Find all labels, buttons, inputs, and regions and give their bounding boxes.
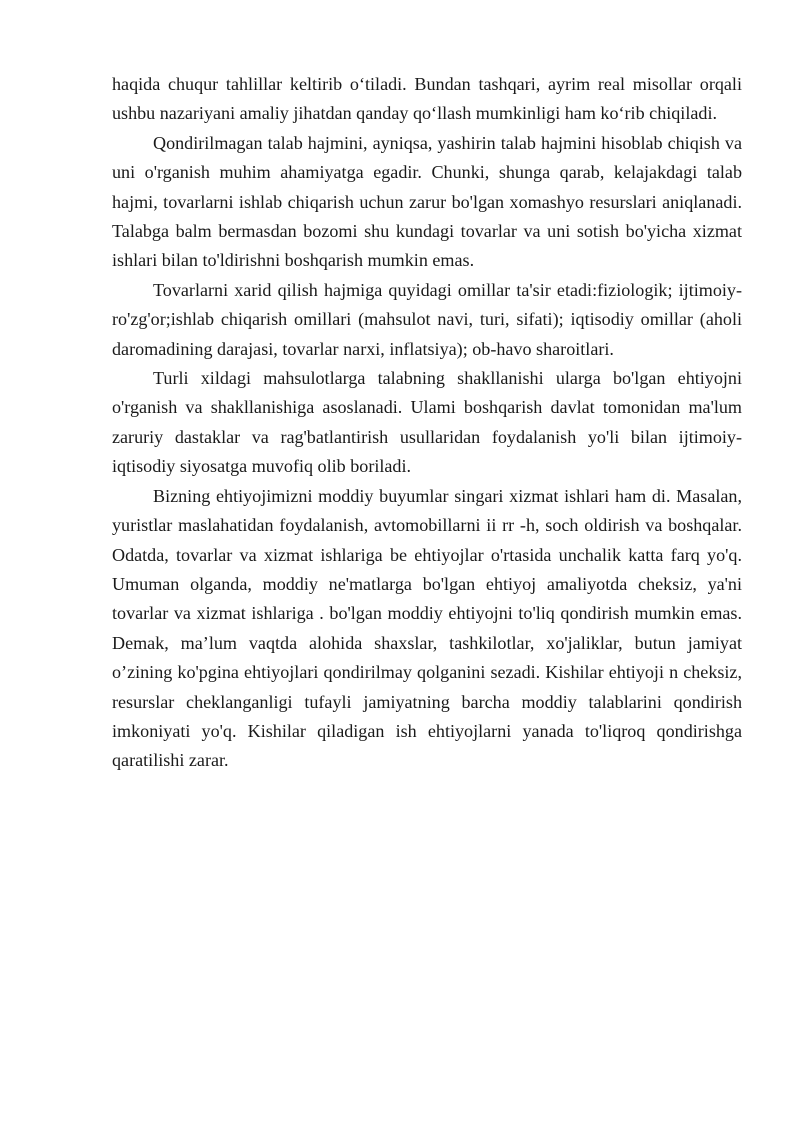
paragraph-5: Bizning ehtiyojimizni moddiy buyumlar singari xizmat ishlari ham di. Masalan, yuristlar maslahatidan foydalanish, avtomobillarni ii rr -h, soch oldirish va boshqalar. Odatda, tovarlar va xizmat ishlariga be ehtiyojlar o'rtasida unchalik katta farq yo'q. Umuman olganda, moddiy ne'matlarga bo'lgan ehtiyoj amaliyotda cheksiz, ya'ni tovarlar va xizmat ishlariga . bo'lgan moddiy ehtiyojni to'liq qondirish mumkin emas. Demak, ma’lum vaqtda alohida shaxslar, tashkilotlar, xo'jaliklar, butun jamiyat o’zining ko'pgina ehtiyojlari qondirilmay qolganini sezadi. Kishilar ehtiyoji n cheksiz, resurslar cheklanganligi tufayli jamiyatning barcha moddiy talablarini qondirish imkoniyati yo'q. Kishilar qiladigan ish ehtiyojlarni yanada to'liqroq qondirishga qaratilishi zarar.	[112, 485, 742, 771]
paragraph-4: Turli xildagi mahsulotlarga talabning shakllanishi ularga bo'lgan ehtiyojni o'rganish va shakllanishiga asoslanadi. Ulami boshqarish davlat tomonidan ma'lum zaruriy dastaklar va rag'batlantirish usullaridan foydalanish yo'li bilan ijtimoiy-iqtisodiy siyosatga muvofiq olib boriladi.	[112, 368, 742, 477]
paragraph-2: Qondirilmagan talab hajmini, ayniqsa, yashirin talab hajmini hisoblab chiqish va uni o'rganish muhim ahamiyatga egadir. Chunki, shunga qarab, kelajakdagi talab hajmi, tovarlarni ishlab chiqarish uchun zarur bo'lgan xomashyo resurslari aniqlanadi. Talabga balm bermasdan bozomi shu kundagi tovarlar va uni sotish bo'yicha xizmat ishlari bilan to'ldirishni boshqarish mumkin emas.	[112, 132, 742, 271]
paragraph-1: haqida chuqur tahlillar keltirib o‘tiladi. Bundan tashqari, ayrim real misollar orqali ushbu nazariyani amaliy jihatdan qanday qo‘llash mumkinligi ham ko‘rib chiqiladi.	[112, 74, 742, 124]
body-text	[112, 70, 742, 776]
paragraph-3: Tovarlarni xarid qilish hajmiga quyidagi omillar ta'sir etadi:fiziologik; ijtimoiy-ro'zg'or;ishlab chiqarish omillari (mahsulot navi, turi, sifati); iqtisodiy omillar (aholi daromadining darajasi, tovarlar narxi, inflatsiya); ob-havo sharoitlari.	[112, 279, 742, 359]
